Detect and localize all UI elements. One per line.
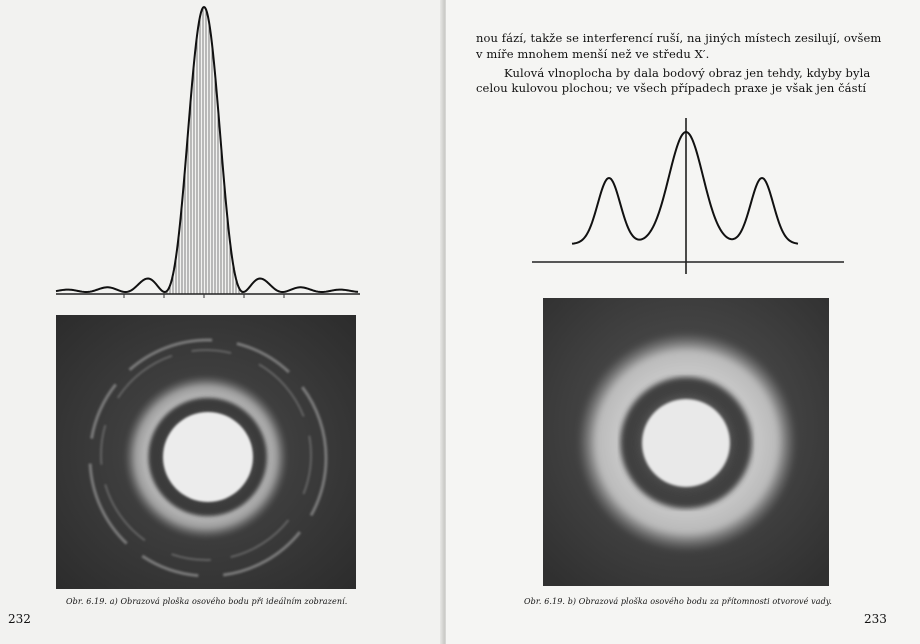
figure-caption-b: Obr. 6.19. b) Obrazová ploška osového bodu za přítomnosti otvorové vady. — [524, 597, 833, 606]
central-disk — [163, 412, 253, 502]
airy-curve — [56, 7, 358, 292]
airy-intensity-profile — [50, 0, 370, 306]
aberration-intensity-profile — [530, 114, 850, 276]
body-text-line-1: nou fází, takže se interferencí ruší, na jiných místech zesilují, ovšem — [476, 31, 882, 45]
right-page — [446, 0, 920, 644]
body-text-line-2: v míře mnohem menší než ve středu X′. — [476, 47, 710, 61]
aberrated-spot-photo — [543, 298, 829, 586]
aberration-curve — [572, 132, 798, 244]
left-page — [0, 0, 444, 644]
body-text-line-3: Kulová vlnoplocha by dala bodový obraz jen tehdy, kdyby byla — [504, 66, 871, 80]
airy-disk-photo — [56, 315, 356, 589]
page-number-left: 232 — [8, 612, 31, 626]
figure-caption-a: Obr. 6.19. a) Obrazová ploška osového bodu při ideálním zobrazení. — [66, 597, 348, 606]
central-disk — [642, 399, 730, 487]
body-text-line-4: celou kulovou plochou; ve všech případech praxe je však jen částí — [476, 81, 867, 95]
page-number-right: 233 — [864, 612, 887, 626]
